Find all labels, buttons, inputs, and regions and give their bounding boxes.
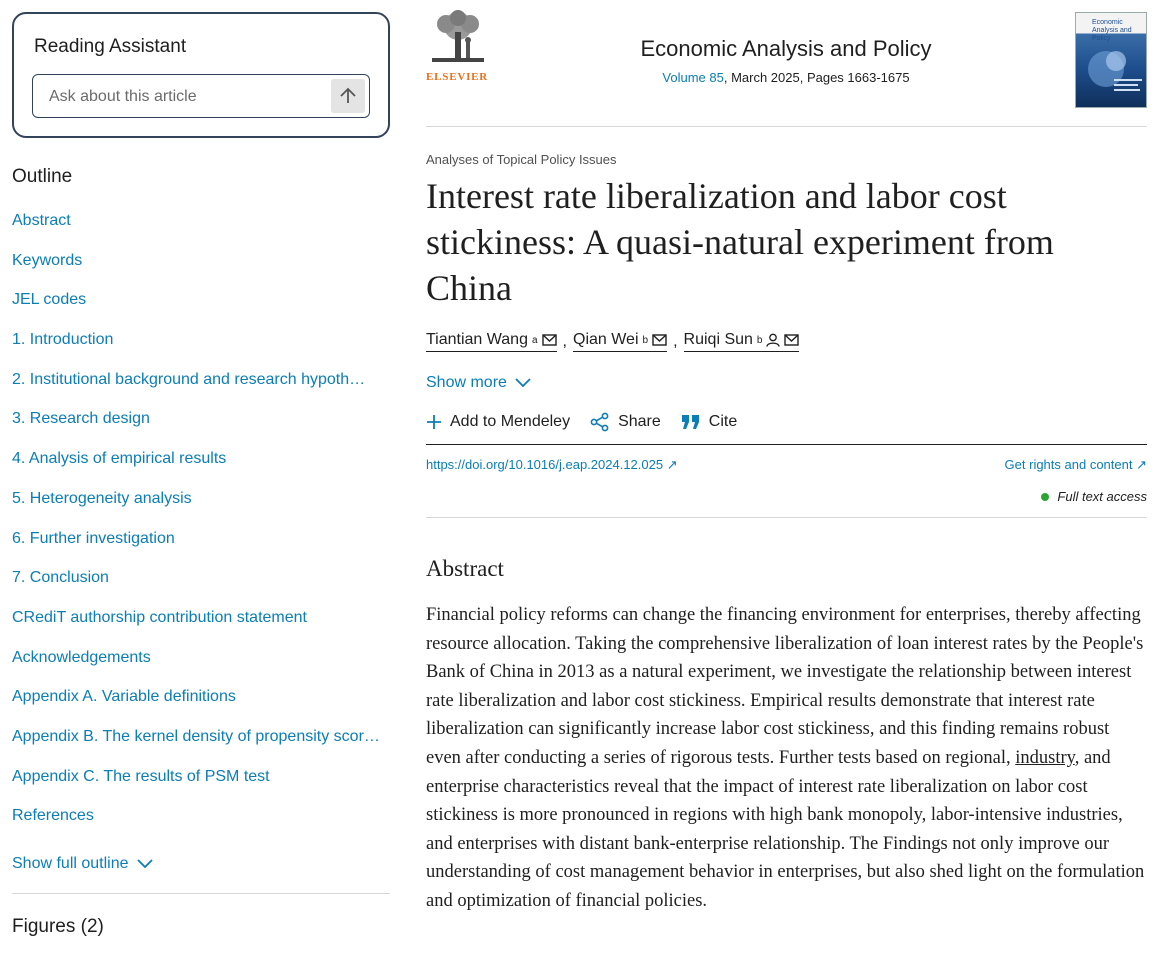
chevron-down-icon xyxy=(137,859,153,869)
add-to-mendeley-label: Add to Mendeley xyxy=(450,413,571,430)
outline-link-research-design[interactable]: 3. Research design xyxy=(12,410,150,428)
share-label: Share xyxy=(618,413,661,430)
outline-link-keywords[interactable]: Keywords xyxy=(12,251,83,269)
quote-icon xyxy=(681,414,701,430)
access-label: Full text access xyxy=(1057,489,1147,504)
add-to-mendeley-button[interactable] xyxy=(426,412,570,432)
outline-title: Outline xyxy=(12,166,73,187)
sidebar-divider xyxy=(12,893,390,894)
show-full-outline-button[interactable] xyxy=(12,855,392,873)
share-icon xyxy=(590,412,610,432)
outline-link-heterogeneity[interactable]: 5. Heterogeneity analysis xyxy=(12,489,192,507)
outline-item xyxy=(12,568,392,608)
outline-link-abstract[interactable]: Abstract xyxy=(12,212,71,229)
journal-meta xyxy=(566,70,1006,85)
author-link[interactable] xyxy=(684,331,800,352)
rights-text: Get rights and content xyxy=(1004,457,1133,472)
reading-assistant-title: Reading Assistant xyxy=(34,36,187,57)
abstract-text-part2: , and enterprise characteristics reveal that the impact of interest rate liberalization on labor cost stickiness is more pronounced in regions with high bank monopoly, labor-intensive industries, and enterprises with distant bank-enterprise relationship. The Findings not only improve our understanding of cost management behavior in enterprises, but also shed light on the formulation and optimization of financial policies. xyxy=(426,748,1145,912)
abstract-text-part1: Financial policy reforms can change the financing environment for enterprises, thereby affecting resource allocation. Taking the comprehensive liberalization of loan interest rates by the People's Bank of China in 2013 as a natural experiment, we investigate the relationship between interest rate liberalization and labor cost stickiness. Empirical results demonstrate that interest rate liberalization can significantly increase labor cost stickiness, and this finding remains robust even after conducting a series of rigorous tests. Further tests based on regional, xyxy=(426,605,1144,769)
cover-title: Economic Analysis and Policy xyxy=(1092,19,1132,42)
author-separator: , xyxy=(562,332,567,350)
author-affiliation: a xyxy=(531,334,538,346)
doi-link[interactable] xyxy=(426,457,678,473)
access-dot-icon xyxy=(1041,493,1049,501)
elsevier-wordmark: ELSEVIER xyxy=(426,71,489,83)
article-links xyxy=(426,457,1147,473)
outline-item xyxy=(12,409,392,449)
ask-box xyxy=(32,74,370,118)
author-affiliation: b xyxy=(756,334,763,346)
cite-button[interactable] xyxy=(681,412,737,432)
outline-item xyxy=(12,290,392,330)
outline-link-jel-codes[interactable]: JEL codes xyxy=(12,291,87,309)
journal-cover-thumbnail[interactable] xyxy=(1075,12,1147,108)
outline-link-introduction[interactable]: 1. Introduction xyxy=(12,331,114,349)
outline-link-appendix-b[interactable]: Appendix B. The kernel density of propensity scor… xyxy=(12,727,380,745)
show-more-button[interactable] xyxy=(426,374,1147,392)
author-affiliation: b xyxy=(642,334,649,346)
outline-link-credit[interactable]: CRediT authorship contribution statement xyxy=(12,608,307,626)
author-separator: , xyxy=(673,332,678,350)
envelope-icon xyxy=(652,334,667,346)
article-main xyxy=(426,0,1147,934)
access-status xyxy=(426,489,1147,504)
person-icon xyxy=(766,333,780,347)
envelope-icon xyxy=(784,334,799,346)
outline-link-appendix-c[interactable]: Appendix C. The results of PSM test xyxy=(12,767,270,785)
external-arrow-icon: ↗ xyxy=(1136,457,1147,472)
cover-art xyxy=(1076,39,1146,108)
send-arrow-icon xyxy=(338,86,358,106)
figures-section-title[interactable]: Figures (2) xyxy=(12,916,104,937)
author-name: Qian Wei xyxy=(573,331,639,348)
outline-link-institutional-background[interactable]: 2. Institutional background and research hypoth… xyxy=(12,370,366,388)
header-divider xyxy=(426,517,1147,518)
outline-item xyxy=(12,449,392,489)
doi-text: https://doi.org/10.1016/j.eap.2024.12.025 xyxy=(426,457,664,472)
elsevier-tree-logo xyxy=(426,10,490,68)
send-question-button[interactable] xyxy=(331,79,365,113)
chevron-down-icon xyxy=(515,378,531,388)
journal-title[interactable]: Economic Analysis and Policy xyxy=(640,36,932,61)
outline-item xyxy=(12,687,392,727)
envelope-icon xyxy=(542,334,557,346)
journal-header xyxy=(426,0,1147,127)
show-more-label: Show more xyxy=(426,374,507,391)
volume-link[interactable]: Volume 85 xyxy=(662,70,724,85)
article-actions xyxy=(426,412,1147,445)
share-button[interactable] xyxy=(590,412,661,432)
show-full-outline-label: Show full outline xyxy=(12,855,129,872)
reading-assistant-panel xyxy=(12,12,390,138)
outline-item xyxy=(12,489,392,529)
outline-item xyxy=(12,211,392,251)
cite-label: Cite xyxy=(708,413,738,430)
outline-item xyxy=(12,608,392,648)
outline-item xyxy=(12,727,392,767)
outline-item xyxy=(12,648,392,688)
outline-link-empirical-results[interactable]: 4. Analysis of empirical results xyxy=(12,450,227,468)
outline-item xyxy=(12,251,392,291)
author-name: Ruiqi Sun xyxy=(683,331,753,348)
external-arrow-icon: ↗ xyxy=(666,457,678,472)
author-link[interactable] xyxy=(426,331,557,352)
outline-link-further-investigation[interactable]: 6. Further investigation xyxy=(12,529,175,547)
abstract-paragraph xyxy=(426,601,1147,916)
author-name: Tiantian Wang xyxy=(426,331,528,348)
left-sidebar xyxy=(12,12,392,938)
outline-link-appendix-a[interactable]: Appendix A. Variable definitions xyxy=(12,688,236,706)
outline-list xyxy=(12,211,392,846)
journal-info xyxy=(566,36,1006,85)
outline-item xyxy=(12,767,392,807)
elsevier-logo[interactable] xyxy=(426,10,490,83)
outline-link-conclusion[interactable]: 7. Conclusion xyxy=(12,569,109,587)
industry-term-link[interactable]: industry xyxy=(1015,748,1075,769)
outline-item xyxy=(12,529,392,569)
article-type: Analyses of Topical Policy Issues xyxy=(426,152,617,167)
article-title: Interest rate liberalization and labor cost stickiness: A quasi-natural experiment from China xyxy=(426,176,1054,308)
outline-link-acknowledgements[interactable]: Acknowledgements xyxy=(12,648,151,666)
rights-content-link[interactable] xyxy=(1005,457,1147,473)
author-link[interactable] xyxy=(573,331,667,352)
plus-icon xyxy=(426,414,442,430)
author-list xyxy=(426,331,1147,352)
outline-item xyxy=(12,370,392,410)
issue-date-pages: , March 2025, Pages 1663-1675 xyxy=(723,70,910,85)
outline-link-references[interactable]: References xyxy=(12,807,94,825)
outline-item xyxy=(12,806,392,846)
ask-article-input[interactable] xyxy=(47,75,321,119)
abstract-heading: Abstract xyxy=(426,556,504,581)
outline-item xyxy=(12,330,392,370)
